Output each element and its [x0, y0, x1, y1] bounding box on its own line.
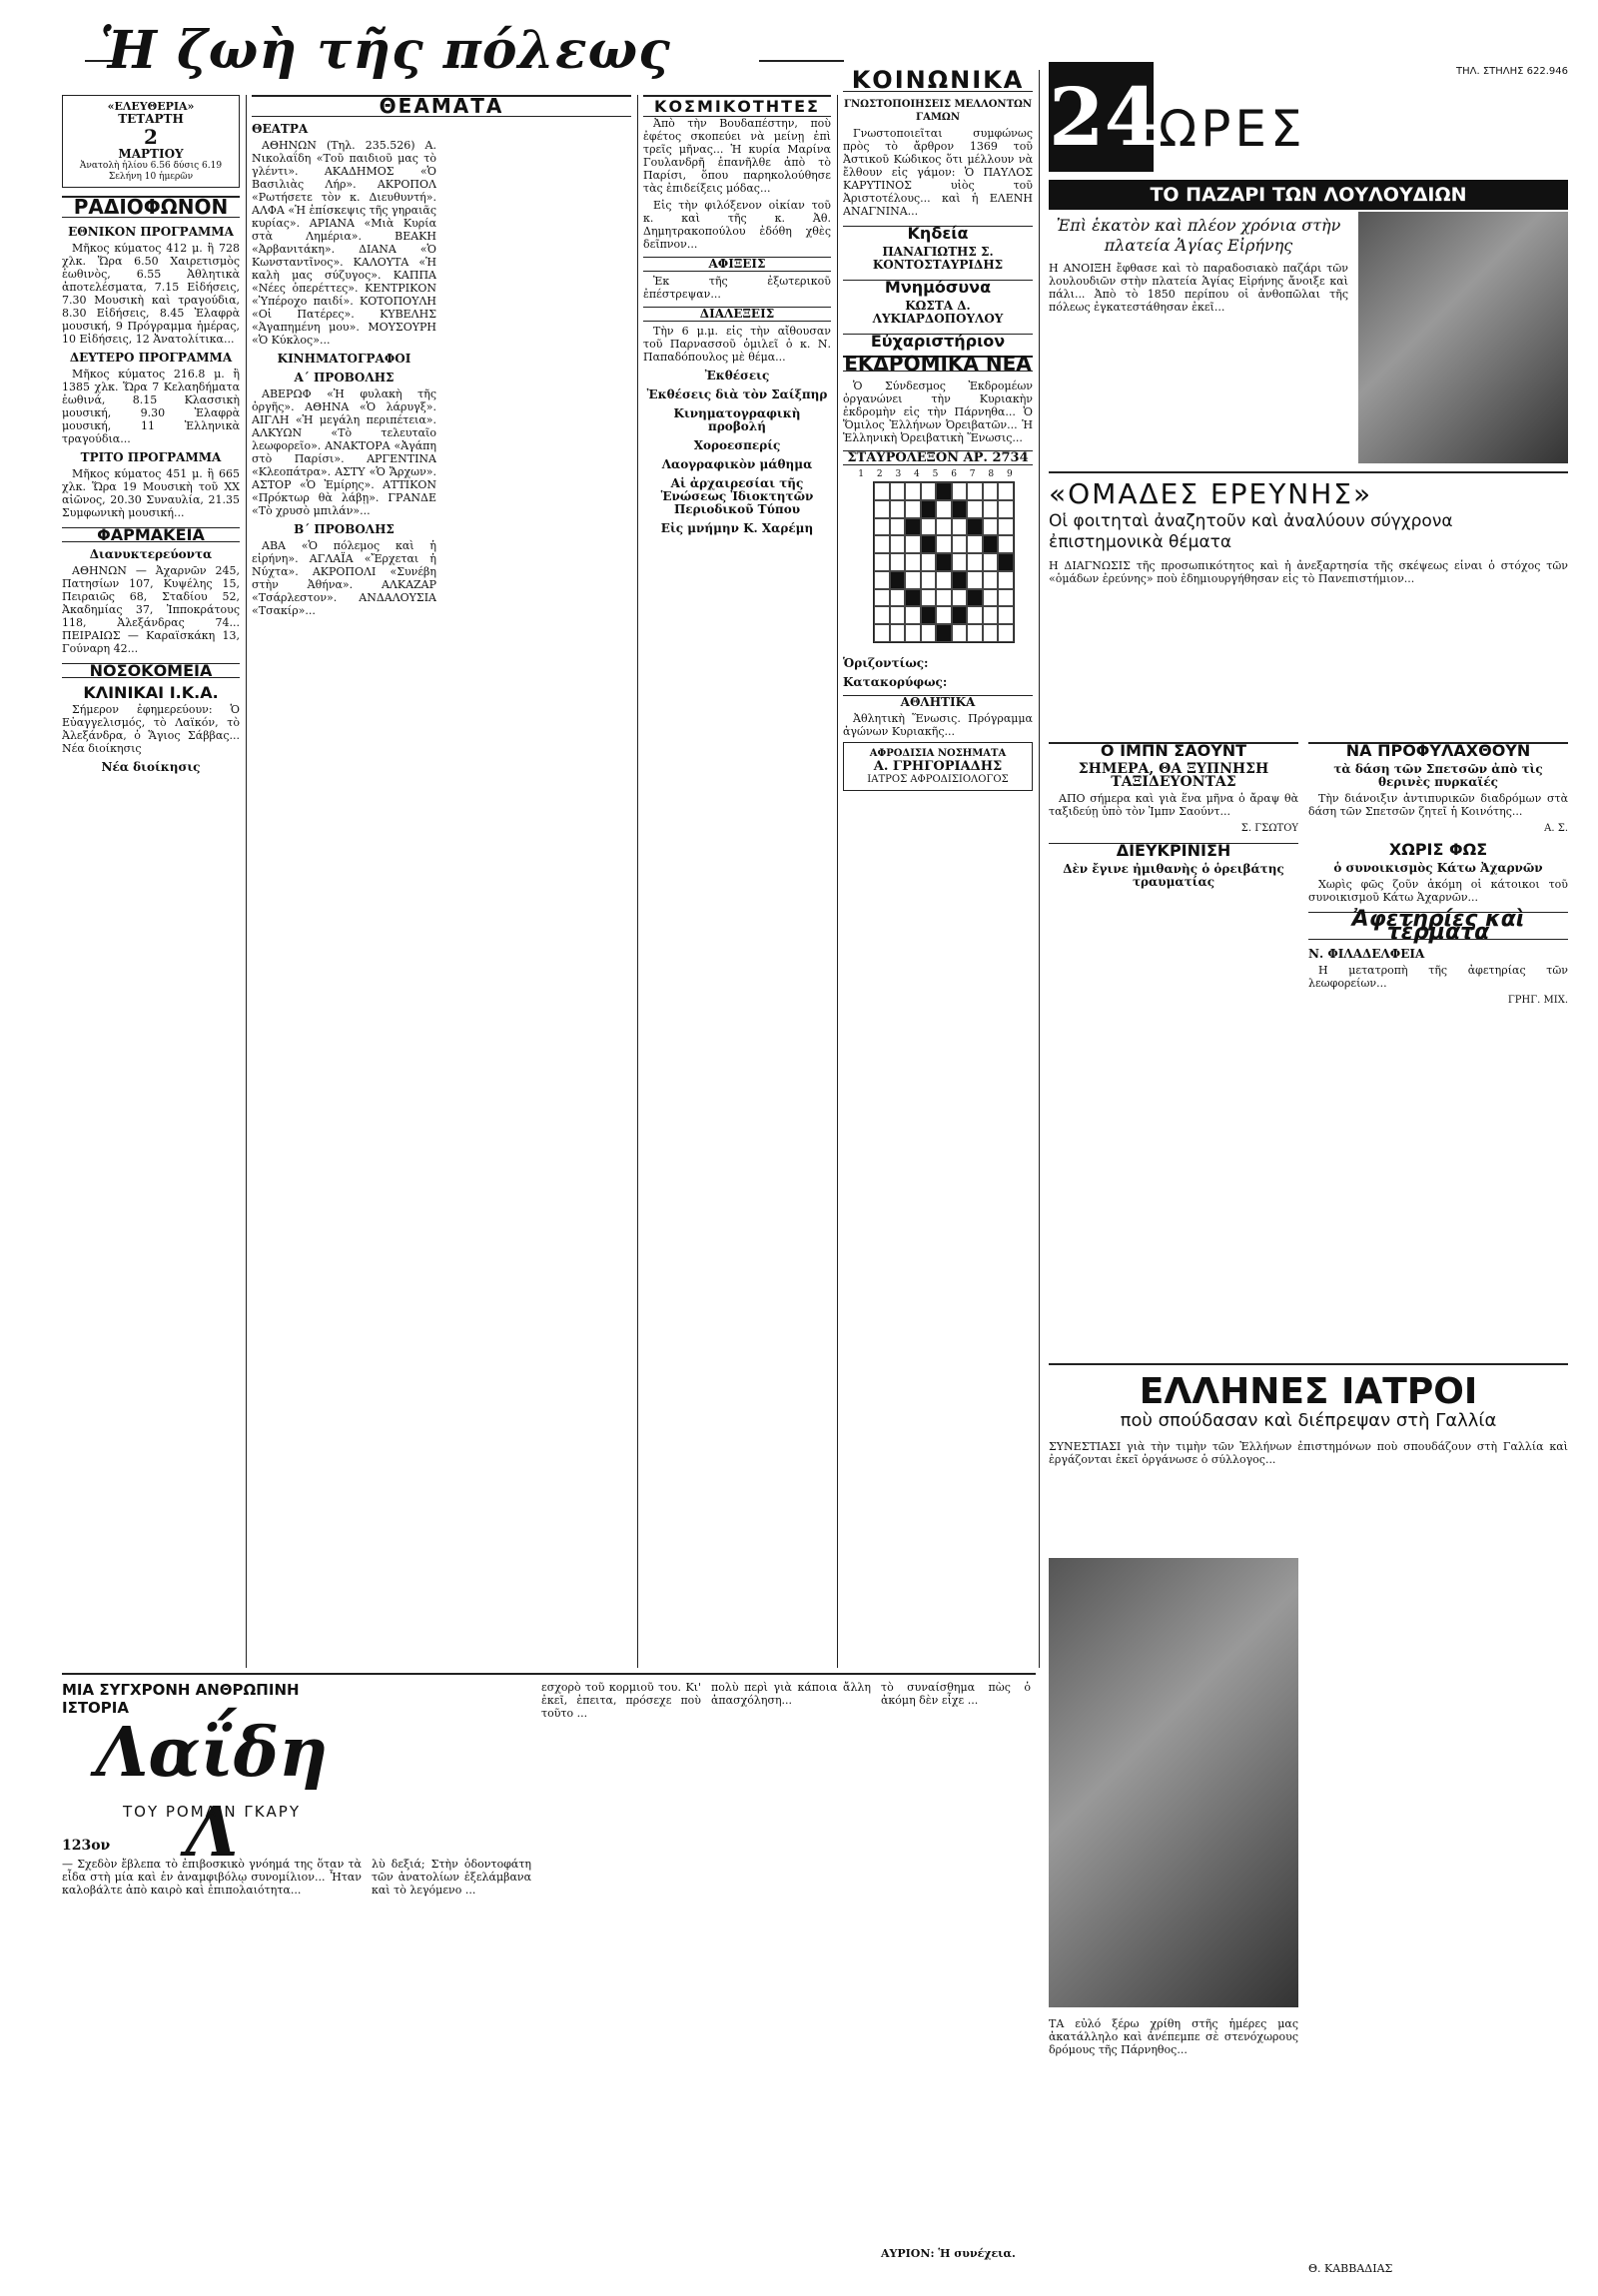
big-24: 24 [1049, 62, 1154, 172]
crossword-cell [905, 535, 921, 553]
crossword-cell [921, 589, 937, 607]
crossword-cell [874, 518, 890, 536]
radio-sub1: ΕΘΝΙΚΟΝ ΠΡΟΓΡΑΜΜΑ [68, 225, 234, 239]
exh-title: Ἐκθέσεις διὰ τὸν Σαίξπηρ [646, 387, 828, 401]
paper-info: Ἀνατολὴ ἡλίου 6.56 δύσις 6.19 Σελήνη 10 ἡμερῶν [79, 161, 223, 182]
serial-text5: τὸ συναίσθημα πὼς ὁ ἀκόμη δὲν εἶχε ... [881, 1681, 1031, 1707]
crossword-cell [936, 589, 952, 607]
lesson-sub: Λαογραφικὸν μάθημα [661, 457, 813, 471]
venereal-label: ΑΦΡΟΔΙΣΙΑ ΝΟΣΗΜΑΤΑ [869, 748, 1007, 759]
teams-title: «ΟΜΑΔΕΣ ΕΡΕΥΝΗΣ» [1049, 471, 1568, 510]
society-title: ΚΟΣΜΙΚΟΤΗΤΕΣ [643, 95, 831, 117]
col-divider-4 [1039, 70, 1040, 1668]
shaun-text: ΑΠΟ σήμερα καὶ γιὰ ἕνα μῆνα ὁ ἄραψ θὰ ταξιδεύῃ ὑπὸ τὸν Ἰμπν Σαούντ... [1049, 792, 1298, 818]
prof-title: ΝΑ ΠΡΟΦΥΛΑΧΘΟΥΝ [1308, 742, 1568, 757]
crossword-title: ΣΤΑΥΡΟΛΕΞΟΝ ΑΡ. 2734 [843, 450, 1033, 465]
crossword-cell [952, 482, 968, 500]
crossword-cell [921, 500, 937, 518]
doctors-title: ΕΛΛΗΝΕΣ ΙΑΤΡΟΙ [1049, 1363, 1568, 1412]
serial-rule [62, 1673, 1036, 1675]
big-24-word: ΩΡΕΣ [1159, 100, 1306, 158]
thanks-title: Εὐχαριστήριον [843, 334, 1033, 348]
radio-sub3: ΤΡΙΤΟ ΠΡΟΓΡΑΜΜΑ [80, 450, 222, 464]
crossword-cell [905, 624, 921, 642]
crossword-cell [983, 606, 999, 624]
crossword-cell [967, 606, 983, 624]
crossword-cell [890, 482, 906, 500]
society-column [643, 95, 831, 1668]
shaun-sub: ΣΗΜΕΡΑ, ΘΑ ΞΥΠΝΗΣΗ ΤΑΞΙΔΕΥΟΝΤΑΣ [1078, 761, 1269, 790]
serial-text1: — Σχεδὸν ἔβλεπα τὸ ἐπιβοσκικὸ γνόημά της ὅταν τὰ εἶδα στὴ μία καὶ ἐν ἀναμφιβόλῳ συνομίλιον... Ἦταν καλοβάλτε ἀπὸ καιρὸ καὶ ἐπιπολαιότητα... [62, 1858, 362, 1897]
crossword-cell [921, 606, 937, 624]
paper-date: 2 [144, 125, 158, 149]
excursions-text: Ὁ Σύνδεσμος Ἐκδρομέων ὀργανώνει τὴν Κυριακὴν ἐκδρομὴν εἰς τὴν Πάρνηθα... Ὁ Ὅμιλος Ἐλλήνων Ὀρειβατῶν... Ἡ Ἑλληνικὴ Ὀρειβατικὴ Ἕνωσις... [843, 380, 1033, 444]
paper-day: ΤΕΤΑΡΤΗ [118, 112, 184, 126]
society-text1: Ἀπὸ τὴν Βουδαπέστην, ποὺ ἐφέτος σκοπεύει νὰ μείνῃ ἐπὶ τρεῖς μῆνας... Ἡ κυρία Μαρίνα Γουλανδρῆ ἐπανῆλθε ἀπὸ τὸ Παρίσι, ὅπου παρηκολούθησε τὰς ἐπιδείξεις μόδας... [643, 117, 831, 195]
prof-sub: τὰ δάση τῶν Σπετσῶν ἀπὸ τὶς θερινὲς πυρκαϊές [1333, 762, 1543, 789]
crossword-cell [874, 482, 890, 500]
sport-title: ΑΘΛΗΤΙΚΑ [843, 695, 1033, 709]
union-sub: Αἱ ἀρχαιρεσίαι τῆς Ἑνώσεως Ἰδιοκτητῶν Περιοδικοῦ Τύπου [660, 476, 814, 516]
crossword-cell [998, 606, 1014, 624]
paper-name: «ΕΛΕΥΘΕΡΙΑ» [107, 100, 195, 113]
radio-sub2: ΔΕΥΤΕΡΟ ΠΡΟΓΡΑΜΜΑ [69, 351, 233, 365]
kideia-name: ΠΑΝΑΓΙΩΤΗΣ Σ. ΚΟΝΤΟΣΤΑΥΡΙΔΗΣ [872, 245, 1004, 272]
crossword-cell [983, 535, 999, 553]
serial-text2: λὺ δεξιά; Στὴν ὁδοντοφάτη τῶν ἀνατολίων ἐξελάμβανα καὶ τὸ λεγόμενο ... [372, 1858, 531, 1897]
crossword-cell [921, 482, 937, 500]
serial-ending: ΑΥΡΙΟΝ: Ἡ συνέχεια. [881, 2247, 1016, 2260]
prof-author: Α. Σ. [1544, 823, 1568, 834]
page-tag: ΤΗΛ. ΣΤΗΛΗΣ 622.946 [1456, 66, 1568, 77]
filad-title: Ν. ΦΙΛΑΔΕΛΦΕΙΑ [1308, 947, 1425, 961]
crossword-cell [936, 624, 952, 642]
crossword-cell [921, 535, 937, 553]
serial-author: ΤΟΥ ΡΟΜΑΙΝ ΓΚΑΡΥ [122, 1803, 302, 1821]
left-column [62, 95, 240, 1668]
paper-box [62, 95, 240, 188]
crossword-cell [905, 553, 921, 571]
teams-sub: Οἱ φοιτηταὶ ἀναζητοῦν καὶ ἀναλύουν σύγχρονα ἐπιστημονικὰ θέματα [1049, 511, 1453, 552]
social-column [843, 70, 1033, 1668]
crossword-cell [952, 606, 968, 624]
mountain-photo [1049, 1558, 1298, 2007]
col-divider-2 [637, 95, 638, 1668]
crossword-cell [952, 500, 968, 518]
flower-market-photo [1358, 212, 1568, 463]
crossword-numbers: 1 2 3 4 5 6 7 8 9 [858, 469, 1018, 479]
crossword-cell [983, 571, 999, 589]
crossword-holder [843, 481, 1033, 651]
photo-caption: ΤΑ εὐλό ξέρω χρίθη στῆς ἡμέρες μας ἀκατάλληλο καὶ ἀνέπεμπε σὲ στενόχωρους δρόμους τῆς Πάρνηθος... [1049, 2017, 1298, 2056]
serial-text3: εσχορὸ τοῦ κορμιοῦ του. Κι' ἐκεῖ, ἐπειτα, πρόσεχε ποὺ τοῦτο ... [541, 1681, 701, 1720]
crossword-cell [890, 589, 906, 607]
crossword-cell [890, 571, 906, 589]
pharm-title: ΦΑΡΜΑΚΕΙΑ [62, 527, 240, 542]
crossword-cell [921, 624, 937, 642]
nolight-text: Χωρὶς φῶς ζοῦν ἀκόμη οἱ κάτοικοι τοῦ συνοικισμοῦ Κάτω Ἀχαρνῶν... [1308, 878, 1568, 904]
crossword-cell [998, 553, 1014, 571]
ika-text: Σήμερον ἐφημερεύουν: Ὁ Εὐαγγελισμός, τὸ Λαϊκόν, τὸ Ἀλεξάνδρα, ὁ Ἅγιος Σάββας... Νέα διοίκησις [62, 703, 240, 755]
crossword-across: Ὁριζοντίως: [843, 656, 929, 670]
crossword-cell [967, 518, 983, 536]
crossword-cell [967, 500, 983, 518]
crossword-cell [890, 535, 906, 553]
crossword-cell [998, 571, 1014, 589]
crossword-cell [921, 571, 937, 589]
crossword-cell [905, 500, 921, 518]
crossword-cell [890, 553, 906, 571]
radio-text2: Μῆκος κύματος 216.8 μ. ἢ 1385 χλκ. Ὥρα 7 Κελαηδήματα ἑωθινά, 8.15 Κλασσικὴ μουσική, 9.30 Ἐλαφρὰ μουσική, 11 Ἐλληνικὰ τραγούδια... [62, 368, 240, 445]
hosp-title: ΝΟΣΟΚΟΜΕΙΑ [62, 663, 240, 678]
crossword-cell [983, 589, 999, 607]
mnem-title: Μνημόσυνα [843, 280, 1033, 294]
crossword-cell [952, 589, 968, 607]
teams-text: Η ΔΙΑΓΝΩΣΙΣ τῆς προσωπικότητος καὶ ἡ ἀνεξαρτησία τῆς σκέψεως εἶναι ὁ στόχος τῶν «ὁμάδων ἐρεύνης» ποὺ ἐδημιουργήθησαν εἰς τὸ Πανεπιστήμιον... [1049, 559, 1568, 585]
pharm-sub: Διανυκτερεύοντα [89, 547, 213, 561]
doctor-sub: ΙΑΤΡΟΣ ΑΦΡΟΔΙΣΙΟΛΟΓΟΣ [867, 774, 1009, 785]
crossword-cell [998, 589, 1014, 607]
crossword-cell [952, 518, 968, 536]
doctors-text: ΣΥΝΕΣΤΙΑΣΙ γιὰ τὴν τιμὴν τῶν Ἑλλήνων ἐπιστημόνων ποὺ σπουδάζουν στὴ Γαλλία καὶ ἐργάζονται ἐκεῖ ὀργάνωσε ὁ σύλλογος... [1049, 1440, 1568, 1466]
radio-title: ΡΑΔΙΟΦΩΝΟΝ [62, 196, 240, 218]
memory-sub: Εἰς μνήμην Κ. Χαρέμη [660, 521, 814, 535]
crossword-cell [983, 624, 999, 642]
market-title: ΤΟ ΠΑΖΑΡΙ ΤΩΝ ΛΟΥΛΟΥΔΙΩΝ [1049, 180, 1568, 210]
radio-text3: Μῆκος κύματος 451 μ. ἢ 665 χλκ. Ὥρα 19 Μουσικὴ τοῦ ΧΧ αἰῶνος, 20.30 Συναυλία, 21.35 Συμφωνικὴ μουσική... [62, 467, 240, 519]
crossword-cell [998, 500, 1014, 518]
crossword-cell [967, 624, 983, 642]
theatre-column [252, 95, 631, 1668]
crossword-cell [952, 553, 968, 571]
crossword-cell [905, 482, 921, 500]
mnem-name: ΚΩΣΤΑ Δ. ΛΥΚΙΑΡΔΟΠΟΥΛΟΥ [872, 299, 1004, 326]
crossword-cell [967, 589, 983, 607]
shaun-author: Σ. ΓΣΩΤΟΥ [1240, 823, 1298, 834]
market-text: Η ΑΝΟΙΞΗ ἔφθασε καὶ τὸ παραδοσιακὸ παζάρι τῶν λουλουδιῶν στὴν πλατεία Ἁγίας Εἰρήνης ἄνοιξε καὶ πάλι... Ἀπὸ τὸ 1850 περίπου οἱ ἀνθοπῶλαι τῆς πόλεως ἐγκατεστάθησαν ἐκεῖ... [1049, 262, 1348, 314]
crossword-cell [998, 535, 1014, 553]
crossword-cell [936, 606, 952, 624]
crossword-cell [874, 624, 890, 642]
theatre-title: ΘΕΑΜΑΤΑ [252, 95, 631, 117]
crossword-cell [983, 518, 999, 536]
crossword-cell [998, 624, 1014, 642]
crossword-cell [874, 553, 890, 571]
doctor-name: Α. ΓΡΗΓΟΡΙΑΔΗΣ [873, 759, 1003, 774]
crossword-grid [873, 481, 1015, 643]
crossword-cell [936, 482, 952, 500]
crossword-cell [967, 535, 983, 553]
crossword-cell [874, 535, 890, 553]
depart-title: Ἀφετηρίες καὶ τέρματα [1308, 912, 1568, 940]
serial-part: 123ον [62, 1838, 111, 1854]
sport-text: Ἀθλητικὴ Ἕνωσις. Πρόγραμμα ἀγώνων Κυριακῆς... [843, 712, 1033, 738]
mid-left-block [1049, 734, 1298, 1353]
ika-new: Νέα διοίκησις [101, 760, 201, 774]
doctors-sub: ποὺ σπούδασαν καὶ διέπρεψαν στὴ Γαλλία [1120, 1410, 1497, 1431]
crossword-cell [921, 553, 937, 571]
masthead-rule-right [759, 60, 844, 62]
crossword-cell [952, 571, 968, 589]
cinema-second-sub: Β΄ ΠΡΟΒΟΛΗΣ [294, 522, 395, 536]
crossword-down: Κατακορύφως: [843, 675, 948, 689]
exh-sub: Ἐκθέσεις [704, 369, 770, 383]
crossword-cell [890, 500, 906, 518]
cinema-sub: ΚΙΝΗΜΑΤΟΓΡΑΦΟΙ [277, 352, 411, 366]
kideia-title: Κηδεία [843, 226, 1033, 240]
radio-text1: Μῆκος κύματος 412 μ. ἢ 728 χλκ. Ὥρα 6.50 Χαιρετισμὸς ἑωθινὸς, 6.55 Ἀθλητικὰ ἀποτελέσματα, 7.15 Εἰδήσεις, 7.30 Μουσικὴ καὶ τραγούδια, 8.30 Εἰδήσεις, 8.45 Ἐλαφρὰ μουσική, 9 Πρόγραμμα ἡμέρας, 10 Εἰδήσεις, 12 Ἀνατολίτικα... [62, 242, 240, 346]
social-subhead: ΓΝΩΣΤΟΠΟΙΗΣΕΙΣ ΜΕΛΛΟΝΤΩΝ ΓΑΜΩΝ [843, 99, 1033, 123]
serial-text4: πολὺ περὶ γιὰ κάποια ἄλλη ἀπασχόληση... [711, 1681, 871, 1707]
crossword-cell [905, 571, 921, 589]
col-divider-1 [246, 95, 247, 1668]
masthead-title: Ἡ ζωὴ τῆς πόλεως [100, 20, 671, 81]
cinema-first-sub: Α΄ ΠΡΟΒΟΛΗΣ [294, 371, 395, 384]
nolight-title: ΧΩΡΙΣ ΦΩΣ [1388, 840, 1488, 859]
crossword-cell [936, 571, 952, 589]
crossword-cell [983, 500, 999, 518]
lectures-title: ΔΙΑΛΕΞΕΙΣ [643, 307, 831, 322]
market-sub: Ἐπὶ ἑκατὸν καὶ πλέον χρόνια στὴν πλατεία Ἁγίας Εἰρήνης [1056, 216, 1341, 255]
arrivals-text: Ἐκ τῆς ἐξωτερικοῦ ἐπέστρεψαν... [643, 275, 831, 301]
crossword-cell [967, 482, 983, 500]
crossword-cell [936, 518, 952, 536]
social-title: ΚΟΙΝΩΝΙΚΑ [843, 70, 1033, 92]
crossword-cell [905, 589, 921, 607]
crossword-cell [967, 553, 983, 571]
lectures-text: Τὴν 6 μ.μ. εἰς τὴν αἴθουσαν τοῦ Παρνασσοῦ ὁμιλεῖ ὁ κ. Ν. Παπαδόπουλος μὲ θέμα... [643, 325, 831, 364]
crossword-cell [952, 535, 968, 553]
crossword-cell [874, 571, 890, 589]
social-text1: Γνωστοποιεῖται συμφώνως πρὸς τὸ ἄρθρον 1369 τοῦ Ἀστικοῦ Κώδικος ὅτι μέλλουν νὰ ἔλθουν εἰς γάμον: Ὁ ΠΑΥΛΟΣ ΚΑΡΥΤΙΝΟΣ υἱὸς τοῦ Ἀριστοτέλους... καὶ ἡ ΕΛΕΝΗ ΑΝΑΓΝΙΝΑ... [843, 127, 1033, 218]
crossword-cell [874, 589, 890, 607]
society-text2: Εἰς τὴν φιλόξενον οἰκίαν τοῦ κ. καὶ τῆς κ. Ἀθ. Δημητρακοπούλου ἐδόθη χθὲς δεῖπνον... [643, 199, 831, 251]
crossword-cell [890, 606, 906, 624]
clarif-sub: Δὲν ἔγινε ἠμιθανὴς ὁ ὁρειβάτης τραυματίας [1063, 862, 1284, 889]
filad-author: ΓΡΗΓ. ΜΙΧ. [1507, 995, 1568, 1006]
doctors-author: Θ. ΚΑΒΒΑΔΙΑΣ [1308, 2262, 1393, 2275]
crossword-cell [967, 571, 983, 589]
crossword-cell [890, 624, 906, 642]
paper-month: ΜΑΡΤΙΟΥ [118, 147, 184, 161]
theatre-text: ΑΘΗΝΩΝ (Τηλ. 235.526) Α. Νικολαΐδη «Τοῦ παιδιοῦ μας τὸ γλέντι». ΑΚΑΔΗΜΟΣ «Ὁ Βασιλιὰς Λήρ». ΑΚΡΟΠΟΛ «Ρωτήσετε τὸν κ. Διευθυντή». ΑΛΦΑ «Ἡ ἑπίσκεψις τῆς γηραιᾶς κυρίας». ΑΡΙΑΝΑ «Μιὰ Κυρία στὰ Λημέρια». ΒΕΑΚΗ «Ἀρβανιτάκη». ΔΙΑΝΑ «Ὁ Κωνσταντῖνος». ΚΑΛΟΥΤΑ «Ἡ καλὴ μας σύζυγος». ΚΑΠΠΑ «Νέες ὀπερέττες». ΚΕΝΤΡΙΚΟΝ «Ὑπέροχο παιδί». ΚΟΤΟΠΟΥΛΗ «Οἱ Πατέρες». ΚΥΒΕΛΗΣ «Ἀγαπημένη μου». ΜΟΥΣΟΥΡΗ «Ὁ Κύκλος»... [252, 139, 436, 347]
cinema-text: ΑΒΕΡΩΦ «Ἡ φυλακὴ τῆς ὀργῆς». ΑΘΗΝΑ «Ὁ λάρυγξ». ΑΙΓΛΗ «Ἡ μεγάλη περιπέτεια». ΑΛΚΥΩΝ «Τὸ τελευταῖο λεωφορεῖο». ΑΝΑΚΤΟΡΑ «Ἀγάπη στὸ Παρίσι». ΑΡΓΕΝΤΙΝΑ «Κλεοπάτρα». ΑΣΤΥ «Ὁ Ἄρχων». ΑΣΤΟΡ «Ὁ Ἐμίρης». ΑΤΤΙΚΟΝ «Πρόκτωρ θὰ λάβῃ». ΓΡΑΝΔΕ «Τὸ χρυσὸ μπιλάν»... [252, 387, 436, 517]
crossword-cell [936, 553, 952, 571]
cine-sub: Κινηματογραφικὴ προβολή [673, 406, 801, 433]
theatre-sub: ΘΕΑΤΡΑ [252, 122, 309, 136]
crossword-cell [874, 606, 890, 624]
cinema2-text: ΑΒΑ «Ὁ πόλεμος καὶ ἡ εἰρήνη». ΑΓΛΑΪΑ «Ἔρχεται ἡ Νύχτα». ΑΚΡΟΠΟΛΙ «Συνέβη στὴν Ἀθήνα». ΑΛΚΑΖΑΡ «Τσάρλεστον». ΑΝΔΑΛΟΥΣΙΑ «Τσακίρ»... [252, 539, 436, 617]
crossword-cell [983, 482, 999, 500]
crossword-cell [936, 500, 952, 518]
filad-text: Η μετατροπὴ τῆς ἀφετηρίας τῶν λεωφορείων... [1308, 964, 1568, 990]
crossword-cell [983, 553, 999, 571]
excursions-title: ΕΚΔΡΟΜΙΚΑ ΝΕΑ [844, 352, 1032, 376]
arrivals-title: ΑΦΙΞΕΙΣ [643, 257, 831, 272]
crossword-cell [952, 624, 968, 642]
crossword-cell [921, 518, 937, 536]
nolight-sub: ὁ συνοικισμὸς Κάτω Ἀχαρνῶν [1333, 861, 1543, 875]
crossword-cell [874, 500, 890, 518]
col-divider-3 [837, 95, 838, 1668]
crossword-cell [998, 518, 1014, 536]
crossword-cell [890, 518, 906, 536]
crossword-cell [905, 518, 921, 536]
theatre-body [252, 117, 631, 1635]
pharm-text: ΑΘΗΝΩΝ — Ἀχαρνῶν 245, Πατησίων 107, Κυψέλης 15, Πειραιῶς 68, Σταδίου 52, Ἀκαδημίας 37, Ἰπποκράτους 118, Ἀλεξάνδρας 74... ΠΕΙΡΑΙΩΣ — Καραϊσκάκη 13, Γούναρη 42... [62, 564, 240, 655]
ad-box [843, 742, 1033, 791]
crossword-cell [936, 535, 952, 553]
dance-sub: Χοροεσπερίς [693, 438, 781, 452]
shaun-title: Ο ΙΜΠΝ ΣΑΟΥΝΤ [1049, 742, 1298, 757]
prof-text: Τὴν διάνοιξιν ἀντιπυρικῶν διαδρόμων στὰ δάση τῶν Σπετσῶν ζητεῖ ἡ Κοινότης... [1308, 792, 1568, 818]
crossword-cell [905, 606, 921, 624]
crossword-cell [998, 482, 1014, 500]
serial-title: Λαΐδη Λ [95, 1713, 329, 1873]
serial-kicker: ΜΙΑ ΣΥΓΧΡΟΝΗ ΑΝΘΡΩΠΙΝΗ ΙΣΤΟΡΙΑ [62, 1681, 300, 1717]
clarif-title: ΔΙΕΥΚΡΙΝΙΣΗ [1049, 843, 1298, 857]
ika-title: ΚΛΙΝΙΚΑΙ Ι.Κ.Α. [83, 683, 219, 702]
mid-right-block [1308, 734, 1568, 1353]
